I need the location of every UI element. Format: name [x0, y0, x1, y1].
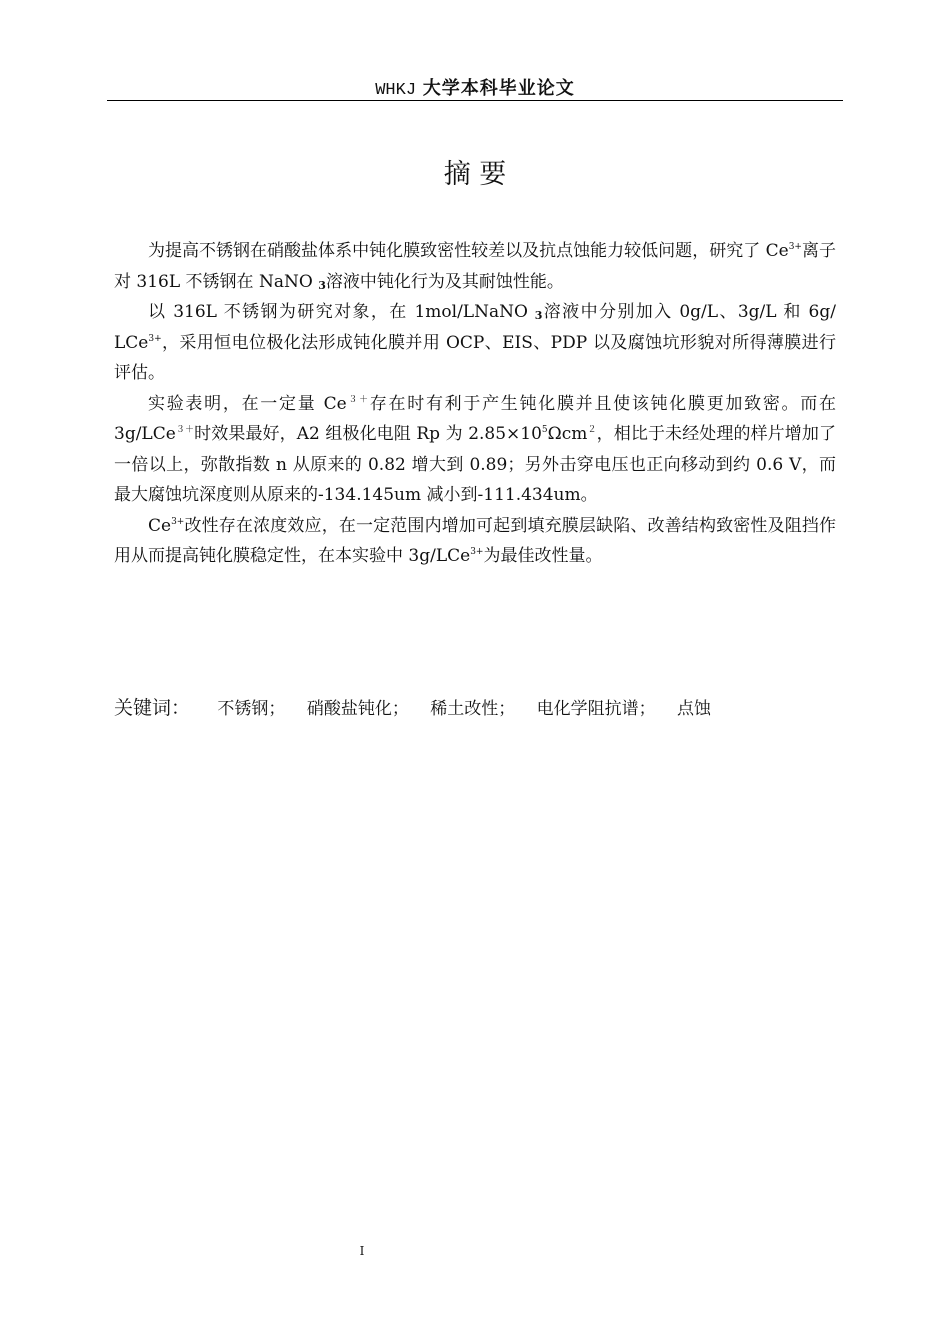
keywords-line — [114, 693, 836, 720]
header-latin: WHKJ — [375, 81, 417, 100]
running-header — [107, 74, 843, 100]
keyword-item: 电化学阻抗谱； — [536, 699, 656, 719]
paragraph-1: 为提高不锈钢在硝酸盐体系中钝化膜致密性较差以及抗点蚀能力较低问题，研究了 $Ce^{3+}$离子对 316L 不锈钢在 NaNO $_3$溶液中钝化行为及其耐蚀性能。 — [114, 241, 836, 292]
header-rule — [107, 100, 843, 101]
keyword-item: 点蚀 — [677, 699, 712, 719]
abstract-title: 摘 要 — [443, 159, 507, 190]
keyword-item: 不锈钢； — [217, 699, 286, 719]
abstract-body — [114, 236, 836, 572]
page-number: I — [359, 1244, 365, 1258]
keyword-item: 硝酸盐钝化； — [306, 699, 409, 719]
keywords-label: 关键词： — [114, 697, 191, 719]
paragraph-2: 以 316L 不锈钢为研究对象，在 1mol/LNaNO $_3$溶液中分别加入 0g/L、3g/L 和 6g/ LCe$^{3+}$，采用恒电位极化法形成钝化膜并用 OCP、EIS、PDP 以及腐蚀坑形貌对所得薄膜进行评估。 — [114, 302, 836, 383]
header-chinese: 大学本科毕业论文 — [422, 78, 575, 99]
keyword-item: 稀土改性； — [430, 699, 516, 719]
paragraph-3: 实验表明，在一定量 $Ce^{3+}$存在时有利于产生钝化膜并且使该钝化膜更加致密。而在 3g/LCe$^{3+}$时效果最好，A2 组极化电阻 Rp 为 $2.85\times 10^5\Omega cm^2$，相比于未经处理的样片增加了一倍以上，弥散指数 n 从原来的 0.82 增大到 0.89；另外击穿电压也正向移动到约 0.6 V，而最大腐蚀坑深度则从原来的-134.145um 减小到-111.434um。 — [114, 393, 836, 505]
paragraph-4: $Ce^{3+}$改性存在浓度效应，在一定范围内增加可起到填充膜层缺陷、改善结构致密性及阻挡作用从而提高钝化膜稳定性，在本实验中 3g/LCe$^{3+}$为最佳改性量。 — [114, 515, 836, 566]
